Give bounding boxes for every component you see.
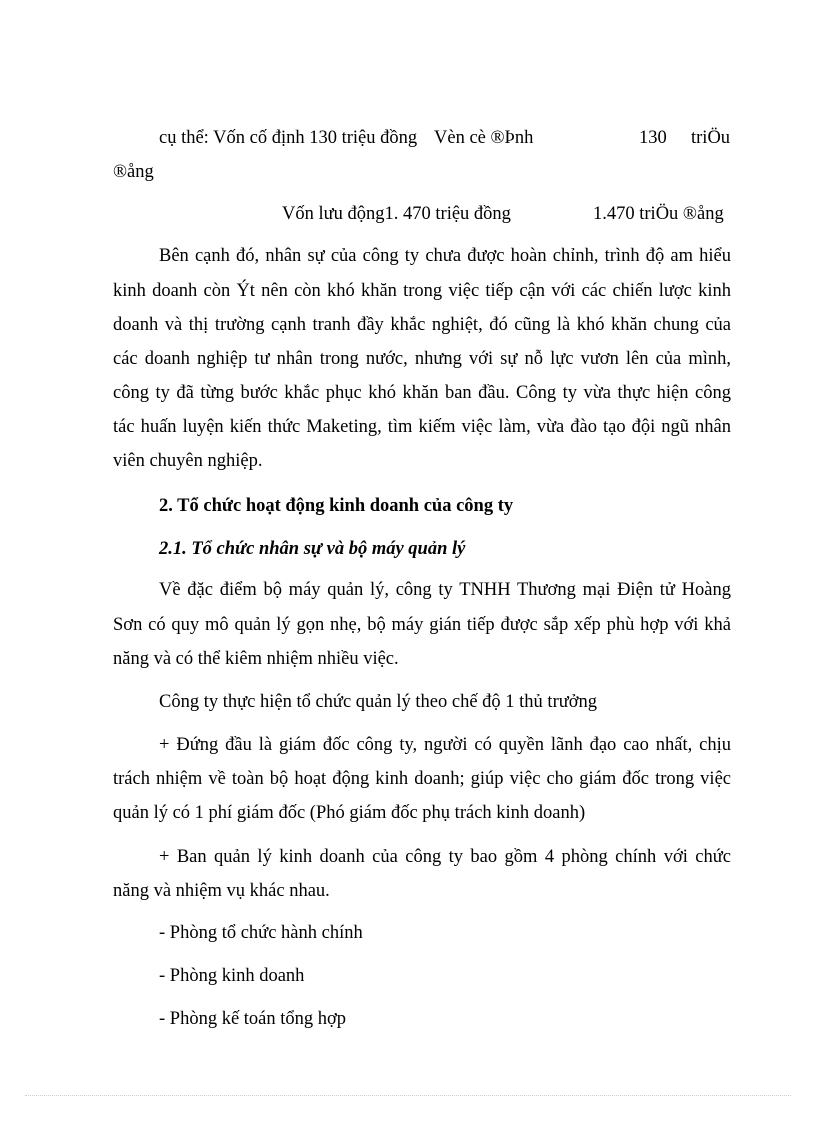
paragraph-line: trách nhiệm về toàn bộ hoạt động kinh doanh; giúp việc cho giám đốc trong việc <box>113 769 731 789</box>
department-item: - Phòng kế toán tổng hợp <box>159 1009 347 1029</box>
paragraph-line: doanh và thị trường cạnh tranh đầy khắc nghiệt, đó cũng là khó khăn chung của <box>113 315 731 335</box>
page-bottom-divider <box>25 1095 791 1096</box>
fixed-capital-label: cụ thể: Vốn cố định 130 triệu đồng <box>159 128 418 148</box>
fixed-capital-value: 130 <box>639 128 667 148</box>
fixed-capital-garbled: Vèn cè ®Þnh <box>434 128 534 148</box>
department-item: - Phòng kinh doanh <box>159 966 305 986</box>
paragraph-line: Về đặc điểm bộ máy quản lý, công ty TNHH Thương mại Điện tử Hoàng <box>159 580 731 600</box>
section-heading: 2. Tổ chức hoạt động kinh doanh của công ty <box>159 496 514 516</box>
paragraph-line: năng và nhiệm vụ khác nhau. <box>113 881 330 901</box>
paragraph-line: năng và có thể kiêm nhiệm nhiều việc. <box>113 649 399 669</box>
paragraph-line: + Đứng đầu là giám đốc công ty, người có quyền lãnh đạo cao nhất, chịu <box>159 735 731 755</box>
fixed-capital-unit: triÖu <box>691 128 731 148</box>
subsection-heading: 2.1. Tổ chức nhân sự và bộ máy quản lý <box>159 539 466 559</box>
working-capital-label: Vốn lưu động1. 470 triệu đồng <box>282 204 511 224</box>
paragraph-line: viên chuyên nghiệp. <box>113 451 263 471</box>
paragraph-line: + Ban quản lý kinh doanh của công ty bao gồm 4 phòng chính với chức <box>159 847 731 867</box>
paragraph-line: công ty đã từng bước khắc phục khó khăn ban đầu. Công ty vừa thực hiện công <box>113 383 731 403</box>
paragraph-line: các doanh nghiệp tư nhân trong nước, nhưng với sự nỗ lực vươn lên của mình, <box>113 349 731 369</box>
paragraph-line: Sơn có quy mô quản lý gọn nhẹ, bộ máy gián tiếp được sắp xếp phù hợp với khả <box>113 615 731 635</box>
paragraph-line: quản lý có 1 phí giám đốc (Phó giám đốc phụ trách kinh doanh) <box>113 803 586 823</box>
paragraph-line: Bên cạnh đó, nhân sự của công ty chưa được hoàn chỉnh, trình độ am hiểu <box>159 246 731 266</box>
working-capital-value: 1.470 triÖu ®ång <box>593 204 724 224</box>
paragraph-line: kinh doanh còn Ýt nên còn khó khăn trong việc tiếp cận với các chiến lược kinh <box>113 281 731 301</box>
department-item: - Phòng tổ chức hành chính <box>159 923 363 943</box>
paragraph-line: tác huấn luyện kiến thức Maketing, tìm kiếm việc làm, vừa đào tạo đội ngũ nhân <box>113 417 731 437</box>
paragraph-line: Công ty thực hiện tổ chức quản lý theo chế độ 1 thủ trưởng <box>159 692 598 712</box>
fixed-capital-unit-tail: ®ång <box>113 162 154 182</box>
